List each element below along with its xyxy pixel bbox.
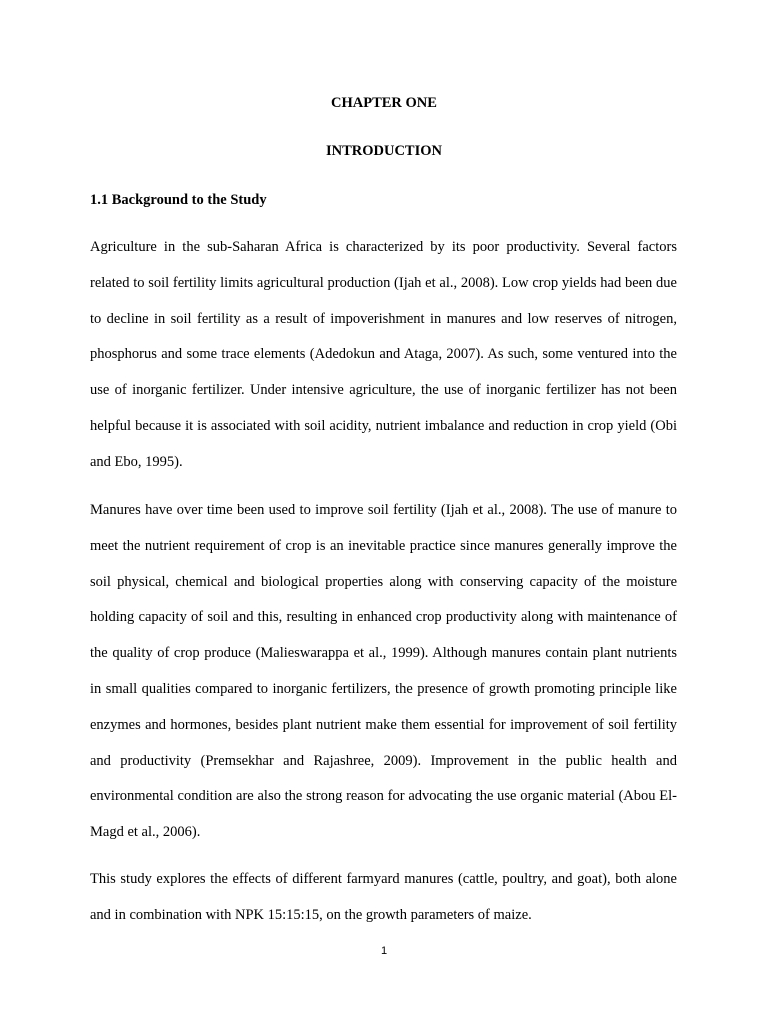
subsection-title: 1.1 Background to the Study (90, 192, 267, 208)
chapter-title: CHAPTER ONE (331, 95, 437, 111)
paragraph-background-1: Agriculture in the sub-Saharan Africa is characterized by its poor productivity. Several factors related to soil fertility limits agricultural production (Ijah et al., 2008). Low crop yields had been due to decline in soil fertility as a result of impoverishment in manures and low reserves of nitrogen, phosphorus and some trace elements (Adedokun and Ataga, 2007). As such, some ventured into the use of inorganic fertilizer. Under intensive agriculture, the use of inorganic fertilizer has not been helpful because it is associated with soil acidity, nutrient imbalance and reduction in crop yield (Obi and Ebo, 1995). (90, 239, 677, 470)
paragraph-background-3: This study explores the effects of different farmyard manures (cattle, poultry, and goat), both alone and in combination with NPK 15:15:15, on the growth parameters of maize. (90, 871, 677, 923)
section-title: INTRODUCTION (325, 143, 442, 159)
paragraph-background-2: Manures have over time been used to improve soil fertility (Ijah et al., 2008). The use of manure to meet the nutrient requirement of crop is an inevitable practice since manures generally improve the soil physical, chemical and biological properties along with conserving capacity of the moisture holding capacity of soil and this, resulting in enhanced crop productivity along with maintenance of the quality of crop produce (Malieswarappa et al., 1999). Although manures contain plant nutrients in small qualities compared to inorganic fertilizers, the presence of growth promoting principle like enzymes and hormones, besides plant nutrient make them essential for improvement of soil fertility and productivity (Premsekhar and Rajashree, 2009). Improvement in the public health and environmental condition are also the strong reason for advocating the use organic material (Abou El-Magd et al., 2006). (90, 502, 677, 841)
page-number: 1 (380, 945, 388, 957)
